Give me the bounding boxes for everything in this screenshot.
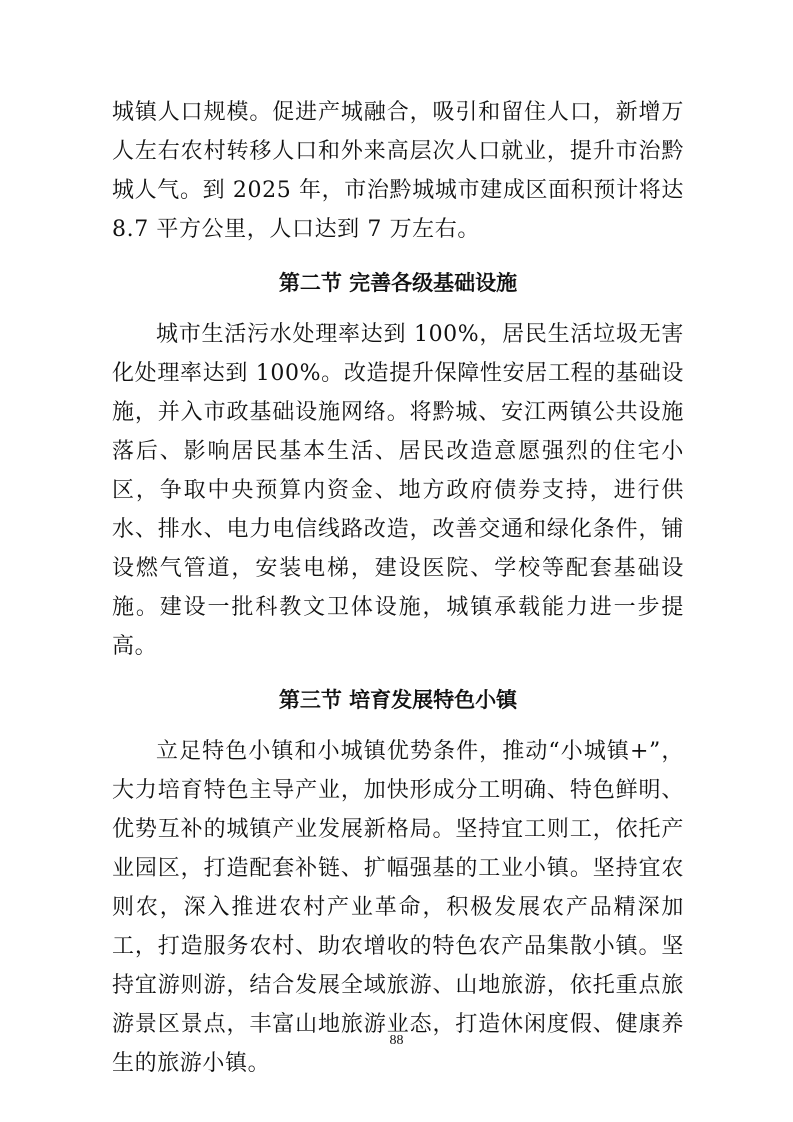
paragraph-infrastructure: 城市生活污水处理率达到 100%，居民生活垃圾无害化处理率达到 100%。改造提升保障性安居工程的基础设施，并入市政基础设施网络。将黔城、安江两镇公共设施落后、影响居民基本生活、居民改造意愿强烈的住宅小区，争取中央预算内资金、地方政府债券支持，进行供水、排水、电力电信线路改造，改善交通和绿化条件，铺设燃气管道，安装电梯，建设医院、学校等配套基础设施。建设一批科教文卫体设施，城镇承载能力进一步提高。: [112, 322, 684, 659]
section-heading-infrastructure: 第二节 完善各级基础设施: [278, 271, 518, 295]
page-number: 88: [389, 1033, 404, 1048]
page-content: [112, 93, 684, 1083]
paragraph-population: 城镇人口规模。促进产城融合，吸引和留住人口，新增万人左右农村转移人口和外来高层次人口就业，提升市治黔城人气。到 2025 年，市治黔城城市建成区面积预计将达 8.7 平方公里，人口达到 7 万左右。: [112, 100, 684, 242]
paragraph-characteristic-towns: 立足特色小镇和小城镇优势条件，推动“小城镇+”，大力培育特色主导产业，加快形成分工明确、特色鲜明、优势互补的城镇产业发展新格局。坚持宜工则工，依托产业园区，打造配套补链、扩幅强基的工业小镇。坚持宜农则农，深入推进农村产业革命，积极发展农产品精深加工，打造服务农村、助农增收的特色农产品集散小镇。坚持宜游则游，结合发展全域旅游、山地旅游，依托重点旅游景区景点，丰富山地旅游业态，打造休闲度假、健康养生的旅游小镇。: [112, 739, 684, 1076]
section-heading-characteristic-towns: 第三节 培育发展特色小镇: [278, 688, 518, 712]
